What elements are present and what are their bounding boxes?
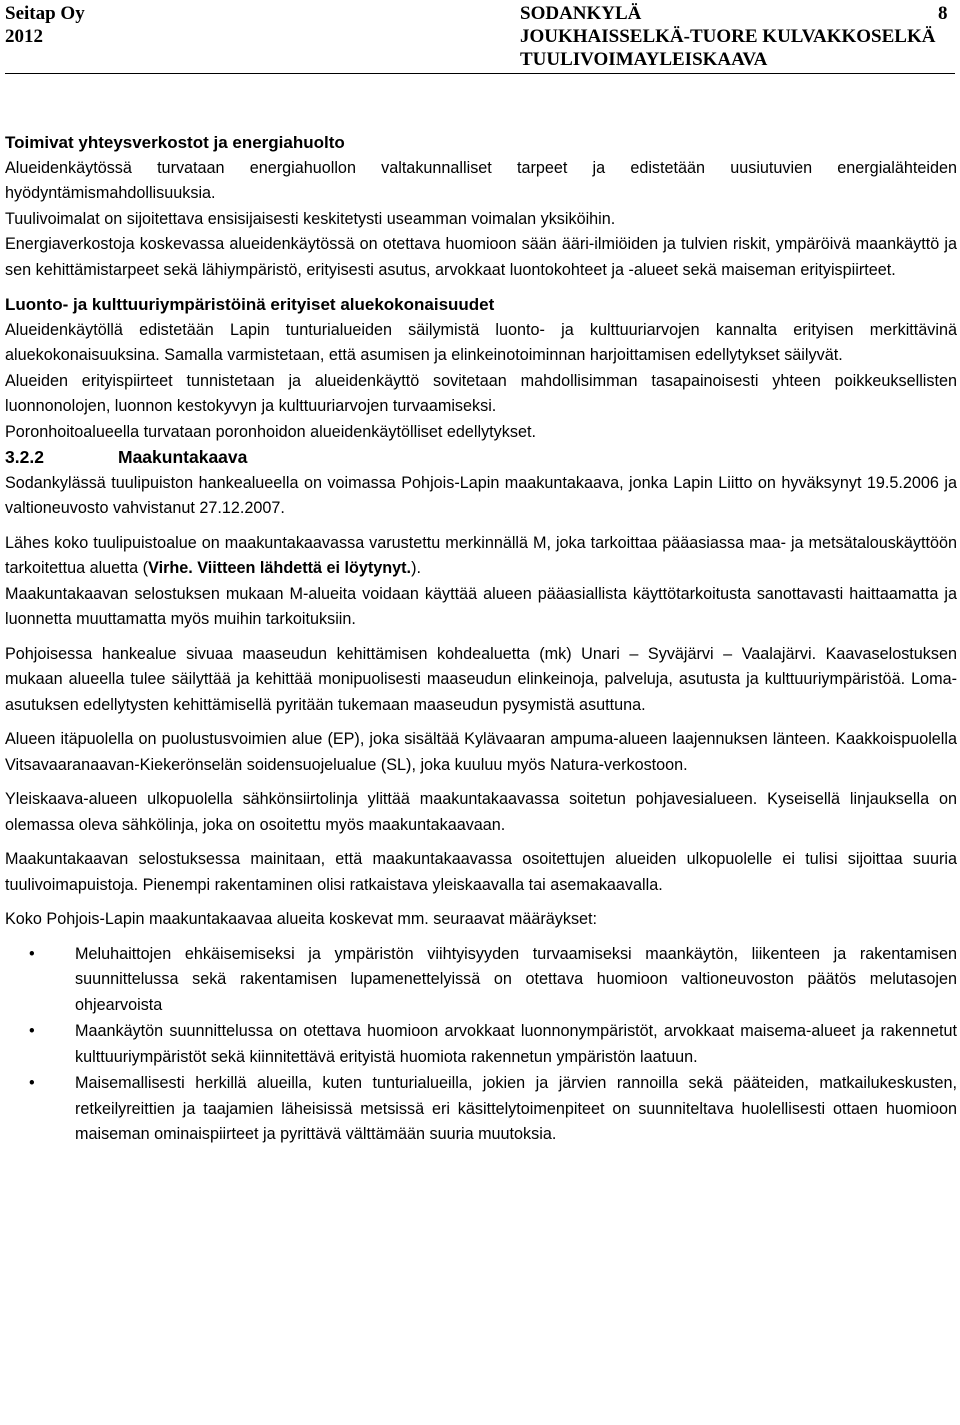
page-number: 8 [938,3,948,24]
section-title: Maakuntakaava [118,447,248,467]
paragraph: Alueen itäpuolella on puolustusvoimien alue (EP), joka sisältää Kylävaaran ampuma-alueen laajennuksen länteen. Kaakkoispuolella Vitsavaaranaavan-Kiekerönselän soidensuojelualue (SL), joka kuuluu myös Natura-verkostoon. [5,730,957,774]
list-item-text: Maisemallisesti herkillä alueilla, kuten tunturialueilla, jokien ja järvien rannoilla sekä pääteiden, matkailukeskusten, retkeilyreittien ja taajamien läheisissä metsissä eri käsittelytoimenpiteet on suunniteltava huolellisesti ottaen huomioon maiseman ominaispiirteet ja pyrittävä välttämään suuria muutoksia. [75,1074,957,1143]
paragraph: Energiaverkostoja koskevassa alueidenkäytössä on otettava huomioon sään ääri-ilmiöiden ja tulvien riskit, ympäröivä maankäyttö ja sen kehittämistarpeet sekä lähiympäristö, erityisesti asutus, arvokkaat luontokohteet ja -alueet sekä maiseman erityispiirteet. [5,235,957,279]
company-name: Seitap Oy [5,3,85,24]
list-item [5,942,957,1019]
regulation-list [5,942,957,1148]
paragraph: Alueidenkäytössä turvataan energiahuollon valtakunnalliset tarpeet ja edistetään uusiutuvien energialähteiden hyödyntämismahdollisuuksia. [5,158,957,202]
paragraph: Alueidenkäytöllä edistetään Lapin tunturialueiden säilymistä luonto- ja kulttuuriarvojen kannalta erityisen merkittävinä aluekokonaisuuksina. Samalla varmistetaan, että asumisen ja elinkeinotoiminnan harjoittamisen edellytykset säilyvät. [5,320,957,364]
paragraph-text: Lähes koko tuulipuistoalue on maakuntakaavassa varustettu merkinnällä M, joka tarkoittaa pääasiassa maa- ja metsätalouskäyttöön tarkoitettua aluetta ( [5,533,957,577]
paragraph [5,531,957,582]
area-name: JOUKHAISSELKÄ-TUORE KULVAKKOSELKÄ [520,26,936,47]
document-body [5,130,957,1149]
list-item [5,1019,957,1070]
paragraph: Poronhoitoalueella turvataan poronhoidon alueidenkäytölliset edellytykset. [5,422,536,441]
bullet-icon: • [29,944,35,963]
reference-error-text: Virhe. Viitteen lähdettä ei löytynyt. [148,559,412,577]
page-header [5,0,955,70]
list-item-text: Maankäytön suunnittelussa on otettava huomioon arvokkaat luonnonympäristöt, arvokkaat maisema-alueet ja rakennetut kulttuuriympäristöt sekä kiinnitettävä erityistä huomiota rakennetun ympäristön laatuun. [75,1022,957,1066]
header-title-block [520,2,935,71]
paragraph: Sodankylässä tuulipuiston hankealueella on voimassa Pohjois-Lapin maakuntakaava, jonka Lapin Liitto on hyväksynyt 19.5.2006 ja valtioneuvosto vahvistanut 27.12.2007. [5,473,957,517]
paragraph: Pohjoisessa hankealue sivuaa maaseudun kehittämisen kohdealuetta (mk) Unari – Syväjärvi – Vaalajärvi. Kaavaselostuksen mukaan alueella tulee säilyttää ja kehittää monipuolisesti maaseudun elinkeinoja, palveluja, asutusta ja kulttuuriympäristöä. Loma-asutuksen edellytysten kehittämisellä pyritään tukemaan maaseudun pysymistä asuttuna. [5,644,957,714]
paragraph: Yleiskaava-alueen ulkopuolella sähkönsiirtolinja ylittää maakuntakaavassa soitetun pohjavesialueen. Kyseisellä linjauksella on olemassa oleva sähkölinja, joka on osoitettu myös maakuntakaavaan. [5,790,957,834]
header-divider [5,73,955,74]
bullet-icon: • [29,1022,35,1040]
paragraph: Maakuntakaavan selostuksessa mainitaan, että maakuntakaavassa osoitettujen alueiden ulkopuolelle ei tulisi sijoittaa suuria tuulivoimapuistoja. Pienempi rakentaminen olisi ratkaistava yleiskaavalla tai asemakaavalla. [5,850,957,894]
paragraph: Tuulivoimalat on sijoitettava ensisijaisesti keskitetysti useamman voimalan yksiköihin. [5,209,616,228]
municipality-name: SODANKYLÄ [520,3,642,24]
paragraph: Alueiden erityispiirteet tunnistetaan ja alueidenkäyttö sovitetaan mahdollisimman tasapainoisesti yhteen poikkeuksellisten luonnonolojen, luonnon kestokyvyn ja kulttuuriarvojen turvaamiseksi. [5,371,957,415]
paragraph-text: ). [411,559,421,577]
section-heading-energy: Toimivat yhteysverkostot ja energiahuolto [5,133,345,152]
plan-name: TUULIVOIMAYLEISKAAVA [520,49,768,70]
list-item [5,1071,957,1148]
report-year: 2012 [5,26,43,47]
section-heading-nature: Luonto- ja kulttuuriympäristöinä erityiset aluekokonaisuudet [5,295,495,314]
section-number: 3.2.2 [5,447,44,467]
paragraph: Maakuntakaavan selostuksen mukaan M-alueita voidaan käyttää alueen pääasiallista käyttötarkoitusta sanottavasti haittaamatta ja luonnetta muuttamatta myös muihin tarkoituksiin. [5,584,957,628]
section-heading-maakuntakaava [5,445,957,471]
paragraph: Koko Pohjois-Lapin maakuntakaavaa alueita koskevat mm. seuraavat määräykset: [5,910,598,928]
bullet-icon: • [29,1074,35,1092]
list-item-text: Meluhaittojen ehkäisemiseksi ja ympäristön viihtyisyyden turvaamiseksi maankäytön, liikenteen ja rakentamisen suunnittelussa sekä rakentamisen lupamenettelyissä on otettava huomioon valtioneuvoston päätös melutasojen ohjearvoista [75,944,957,1014]
